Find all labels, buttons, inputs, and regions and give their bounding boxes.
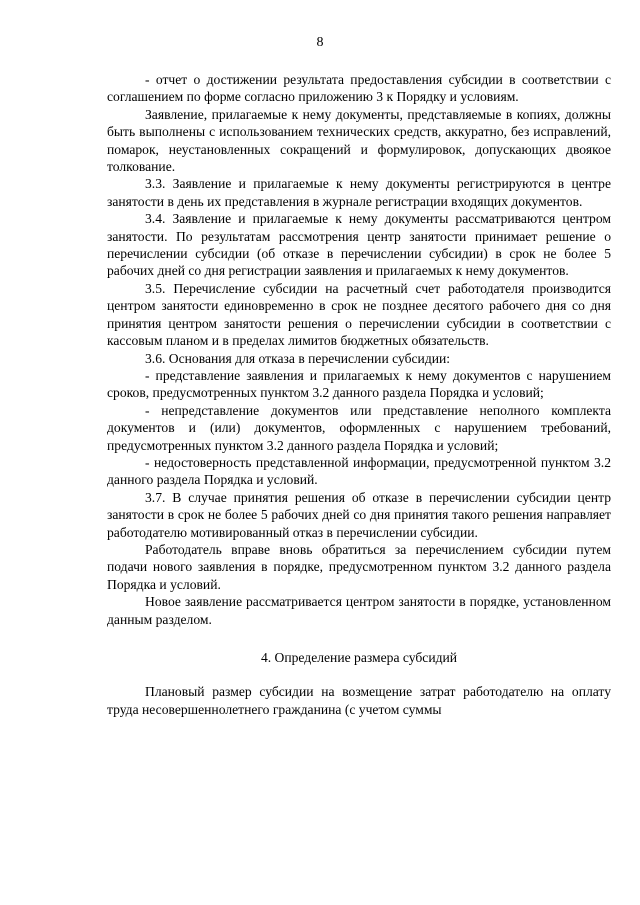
paragraph-3-7: 3.7. В случае принятия решения об отказе в перечислении субсидии центр занятости в срок не более 5 рабочих дней со дня принятия такого решения направляет работодателю мотивированный отказ в перечислении субсидии. bbox=[107, 489, 611, 540]
section-heading: 4. Определение размера субсидий bbox=[260, 650, 458, 665]
paragraph-3-5: 3.5. Перечисление субсидии на расчетный счет работодателя производится центром занятости единовременно в срок не позднее десятого рабочего дня со дня принятия центром занятости решения о перечислении субсидии в соответствии с кассовым планом и в пределах лимитов бюджетных обязательств. bbox=[107, 280, 611, 349]
page-number: 8 bbox=[316, 35, 324, 50]
paragraph-report-item: - отчет о достижении результата предоставления субсидии в соответствии с соглашением по форме согласно приложению 3 к Порядку и условиям. bbox=[107, 72, 611, 105]
paragraph-reapply: Работодатель вправе вновь обратиться за перечислением субсидии путем подачи нового заявления в порядке, предусмотренном пунктом 3.2 данного раздела Порядка и условий. bbox=[107, 541, 611, 592]
paragraph-planned-subsidy: Плановый размер субсидии на возмещение затрат работодателю на оплату труда несовершеннолетнего гражданина (с учетом суммы bbox=[107, 684, 611, 717]
paragraph-application-requirements: Заявление, прилагаемые к нему документы, представляемые в копиях, должны быть выполнены с использованием технических средств, аккуратно, без исправлений, помарок, неустановленных сокращений и формулировок, допускающих двоякое толкование. bbox=[107, 106, 611, 175]
paragraph-3-4: 3.4. Заявление и прилагаемые к нему документы рассматриваются центром занятости. По результатам рассмотрения центр занятости принимает решение о перечислении субсидии (об отказе в перечислении субсидии) в срок не более 5 рабочих дней со дня регистрации заявления и прилагаемых к нему документов. bbox=[107, 211, 611, 279]
paragraph-3-6: 3.6. Основания для отказа в перечислении субсидии: bbox=[145, 350, 451, 366]
paragraph-3-3: 3.3. Заявление и прилагаемые к нему документы регистрируются в центре занятости в день их представления в журнале регистрации входящих документов. bbox=[107, 176, 611, 209]
document-body bbox=[107, 71, 611, 718]
paragraph-new-application: Новое заявление рассматривается центром занятости в порядке, установленном данным разделом. bbox=[107, 594, 611, 627]
refusal-reason-item: - непредставление документов или представление неполного комплекта документов и (или) документов, оформленных с нарушением требований, предусмотренных пунктом 3.2 данного раздела Порядка и условий; bbox=[107, 402, 611, 453]
refusal-reason-item: - представление заявления и прилагаемых к нему документов с нарушением сроков, предусмотренных пунктом 3.2 данного раздела Порядка и условий; bbox=[107, 367, 611, 401]
refusal-reason-item: - недостоверность представленной информации, предусмотренной пунктом 3.2 данного раздела Порядка и условий. bbox=[107, 454, 611, 488]
